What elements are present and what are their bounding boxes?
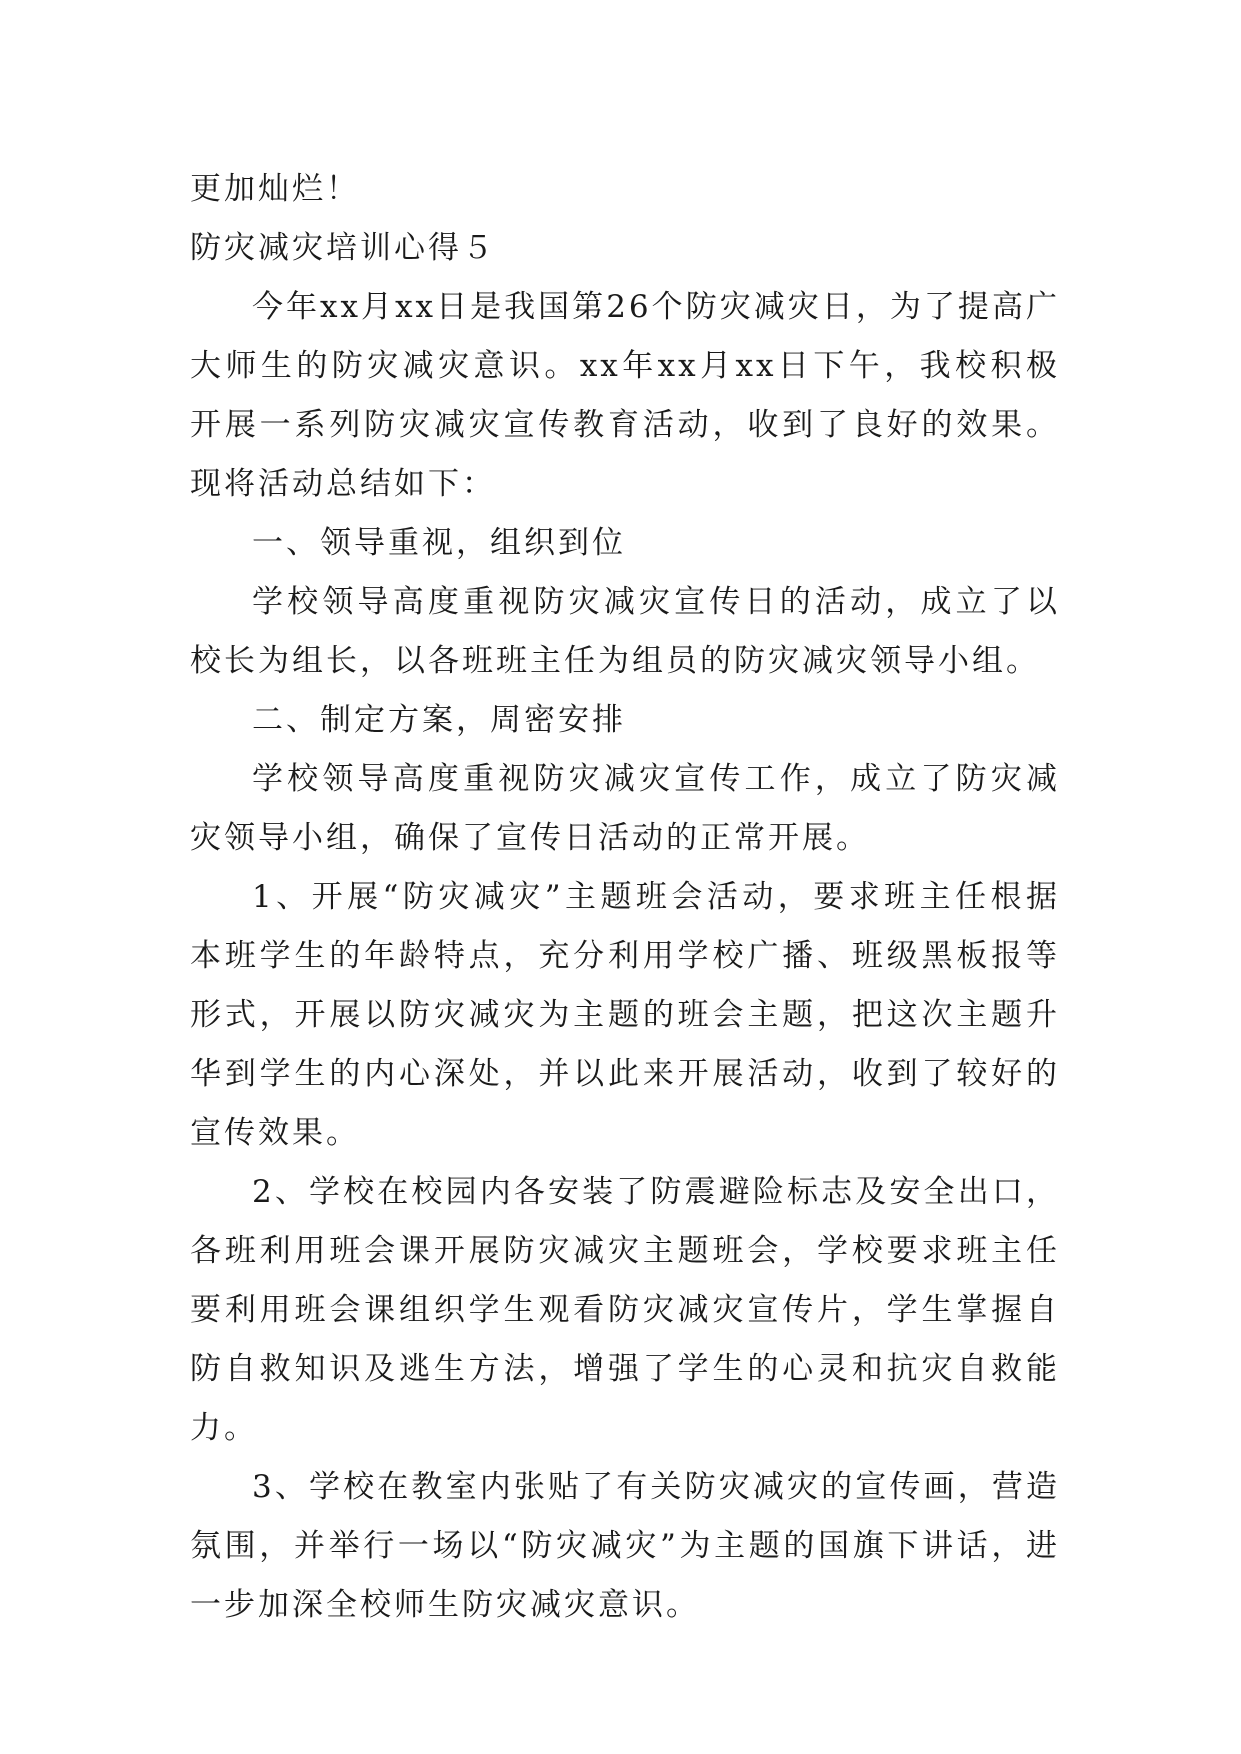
heading-two: 二、制定方案，周密安排 xyxy=(252,702,626,738)
list-item-three: 3、学校在教室内张贴了有关防灾减灾的宣传画，营造氛围，并举行一场以“防灾减灾”为主题的国旗下讲话，进一步加深全校师生防灾减灾意识。 xyxy=(190,1469,1060,1623)
paragraph-one: 学校领导高度重视防灾减灾宣传日的活动，成立了以校长为组长，以各班班主任为组员的防灾减灾领导小组。 xyxy=(190,584,1060,679)
document-body xyxy=(190,160,1060,1635)
section-title: 防灾减灾培训心得５ xyxy=(190,230,496,266)
heading-one: 一、领导重视，组织到位 xyxy=(252,525,626,561)
continuation-text: 更加灿烂！ xyxy=(190,171,360,207)
intro-paragraph: 今年xx月xx日是我国第26个防灾减灾日，为了提高广大师生的防灾减灾意识。xx年xx月xx日下午，我校积极开展一系列防灾减灾宣传教育活动，收到了良好的效果。现将活动总结如下： xyxy=(190,289,1060,502)
list-item-two: 2、学校在校园内各安装了防震避险标志及安全出口，各班利用班会课开展防灾减灾主题班会，学校要求班主任要利用班会课组织学生观看防灾减灾宣传片，学生掌握自防自救知识及逃生方法，增强了学生的心灵和抗灾自救能力。 xyxy=(190,1174,1060,1446)
paragraph-two: 学校领导高度重视防灾减灾宣传工作，成立了防灾减灾领导小组，确保了宣传日活动的正常开展。 xyxy=(190,761,1060,856)
list-item-one: 1、开展“防灾减灾”主题班会活动，要求班主任根据本班学生的年龄特点，充分利用学校广播、班级黑板报等形式，开展以防灾减灾为主题的班会主题，把这次主题升华到学生的内心深处，并以此来开展活动，收到了较好的宣传效果。 xyxy=(190,879,1060,1151)
